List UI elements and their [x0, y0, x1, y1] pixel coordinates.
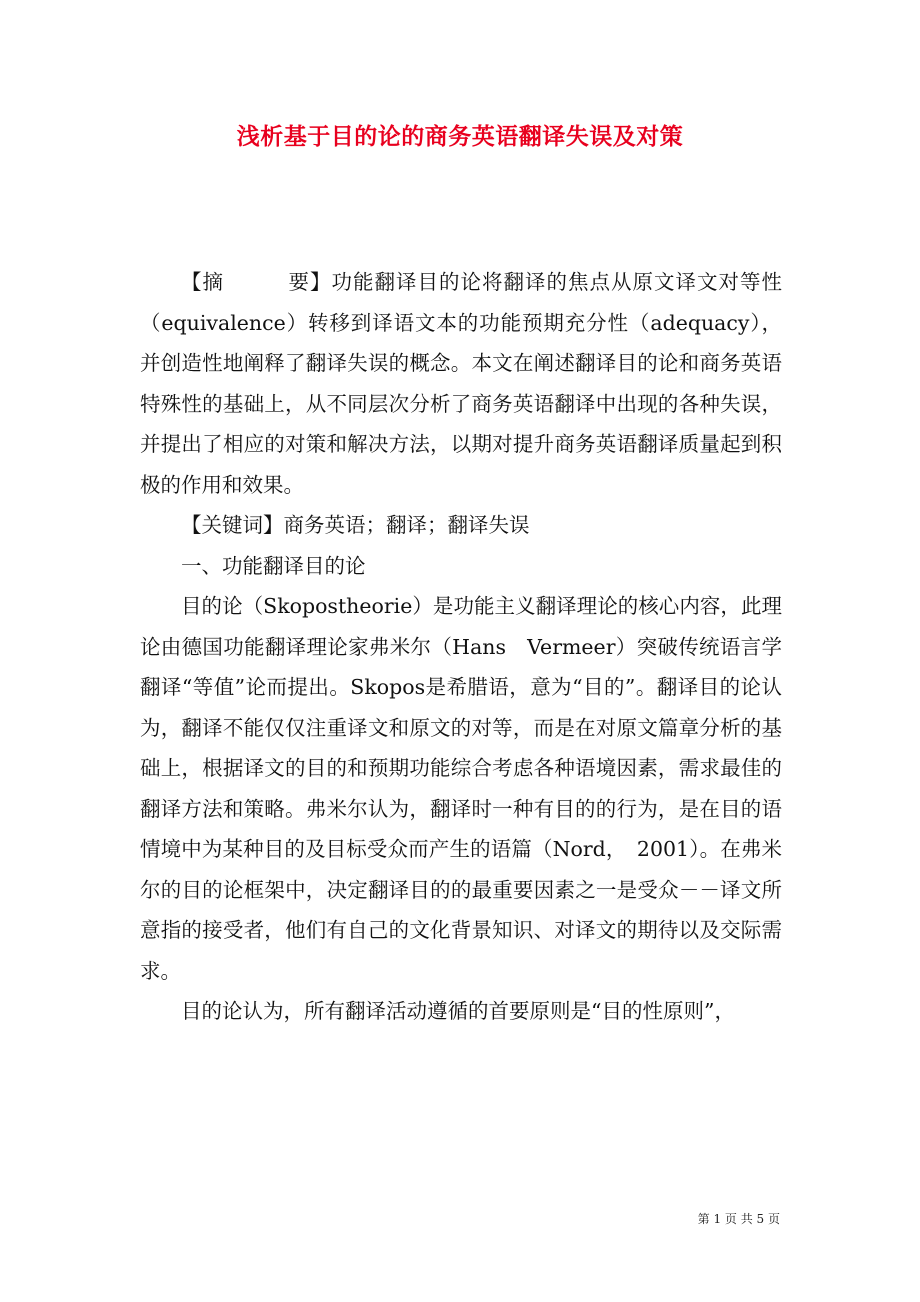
document-title: 浅析基于目的论的商务英语翻译失误及对策	[236, 123, 684, 150]
keywords-paragraph	[140, 505, 782, 546]
keywords-text: 商务英语；翻译；翻译失误	[283, 513, 530, 537]
document-body	[140, 262, 782, 1032]
keywords-label: 【关键词】	[181, 513, 284, 537]
body-paragraph: 目的论（Skopostheorie）是功能主义翻译理论的核心内容，此理论由德国功能翻译理论家弗米尔（Hans Vermeer）突破传统语言学翻译“等值”论而提出。Skopos是希腊语，意为“目的”。翻译目的论认为，翻译不能仅仅注重译文和原文的对等，而是在对原文篇章分析的基础上，根据译文的目的和预期功能综合考虑各种语境因素，需求最佳的翻译方法和策略。弗米尔认为，翻译时一种有目的的行为，是在目的语情境中为某种目的及目标受众而产生的语篇（Nord， 2001）。在弗米尔的目的论框架中，决定翻译目的的最重要因素之一是受众－－译文所意指的接受者，他们有自己的文化背景知识、对译文的期待以及交际需求。	[140, 594, 782, 983]
abstract-text: 功能翻译目的论将翻译的焦点从原文译文对等性（equivalence）转移到译语文本的功能预期充分性（adequacy），并创造性地阐释了翻译失误的概念。本文在阐述翻译目的论和商务英语特殊性的基础上，从不同层次分析了商务英语翻译中出现的各种失误，并提出了相应的对策和解决方法，以期对提升商务英语翻译质量起到积极的作用和效果。	[140, 270, 782, 497]
body-paragraph: 目的论认为，所有翻译活动遵循的首要原则是“目的性原则”，	[181, 999, 735, 1023]
abstract-paragraph	[140, 262, 782, 505]
page-number-footer: 第 1 页 共 5 页	[697, 1212, 780, 1226]
abstract-label: 【摘 要】	[181, 270, 332, 294]
section-heading: 一、功能翻译目的论	[181, 553, 366, 578]
